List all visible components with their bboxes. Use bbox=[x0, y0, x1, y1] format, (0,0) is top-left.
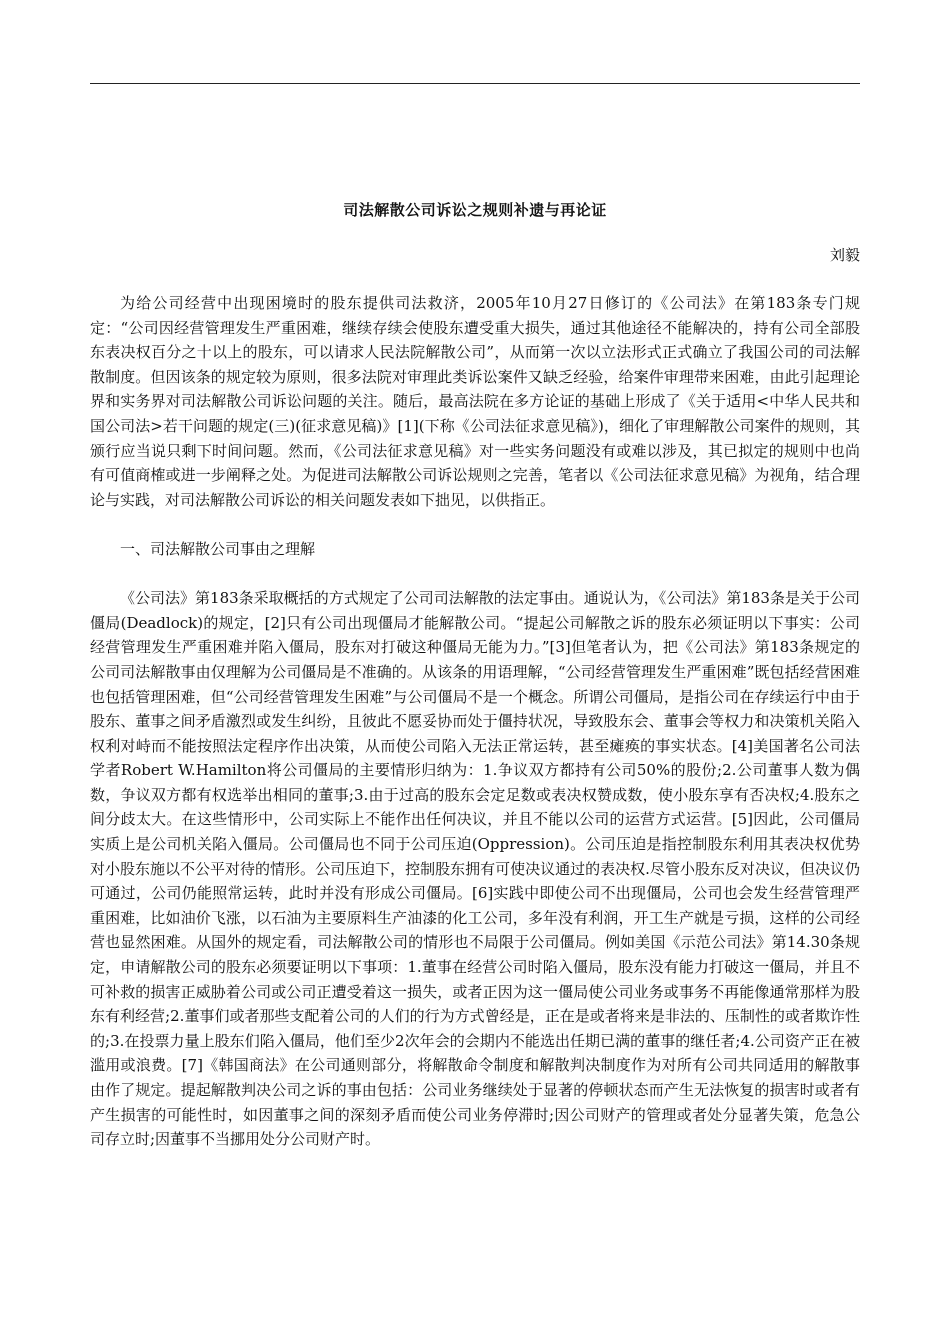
header-rule bbox=[90, 83, 860, 84]
intro-paragraph: 为给公司经营中出现困境时的股东提供司法救济，2005年10月27日修订的《公司法》在第183条专门规定：“公司因经营管理发生严重困难，继续存续会使股东遭受重大损失，通过其他途径不能解决的，持有公司全部股东表决权百分之十以上的股东，可以请求人民法院解散公司”，从而第一次以立法形式正式确立了我国公司的司法解散制度。但因该条的规定较为原则，很多法院对审理此类诉讼案件又缺乏经验，给案件审理带来困难，由此引起理论界和实务界对司法解散公司诉讼问题的关注。随后，最高法院在多方论证的基础上形成了《关于适用<中华人民共和国公司法>若干问题的规定(三)(征求意见稿)》[1](下称《公司法征求意见稿》)，细化了审理解散公司案件的规则，其颁行应当说只剩下时间问题。然而，《公司法征求意见稿》对一些实务问题没有或难以涉及，其已拟定的规则中也尚有可值商榷或进一步阐释之处。为促进司法解散公司诉讼规则之完善，笔者以《公司法征求意见稿》为视角，结合理论与实践，对司法解散公司诉讼的相关问题发表如下拙见，以供指正。 bbox=[90, 294, 860, 509]
section-paragraph: 《公司法》第183条采取概括的方式规定了公司司法解散的法定事由。通说认为，《公司法》第183条是关于公司僵局(Deadlock)的规定，[2]只有公司出现僵局才能解散公司。“提起公司解散之诉的股东必须证明以下事实：公司经营管理发生严重困难并陷入僵局，股东对打破这种僵局无能为力。”[3]但笔者认为，把《公司法》第183条规定的公司司法解散事由仅理解为公司僵局是不准确的。从该条的用语理解，“公司经营管理发生严重困难”既包括经营困难也包括管理困难，但“公司经营管理发生困难”与公司僵局不是一个概念。所谓公司僵局，是指公司在存续运行中由于股东、董事之间矛盾激烈或发生纠纷，且彼此不愿妥协而处于僵持状况，导致股东会、董事会等权力和决策机关陷入权利对峙而不能按照法定程序作出决策，从而使公司陷入无法正常运转，甚至瘫痪的事实状态。[4]美国著名公司法学者Robert W.Hamilton将公司僵局的主要情形归纳为：1.争议双方都持有公司50%的股份;2.公司董事人数为偶数，争议双方都有权选举出相同的董事;3.由于过高的股东会定足数或表决权赞成数，使小股东享有否决权;4.股东之间分歧太大。在这些情形中，公司实际上不能作出任何决议，并且不能以公司的运营方式运营。[5]因此，公司僵局实质上是公司机关陷入僵局。公司僵局也不同于公司压迫(Oppression)。公司压迫是指控制股东利用其表决权优势对小股东施以不公平对待的情形。公司压迫下，控制股东拥有可使决议通过的表决权.尽管小股东反对决议，但决议仍可通过，公司仍能照常运转，此时并没有形成公司僵局。[6]实践中即使公司不出现僵局，公司也会发生经营管理严重困难，比如油价飞涨，以石油为主要原料生产油漆的化工公司，多年没有利润，开工生产就是亏损，这样的公司经营也显然困难。从国外的规定看，司法解散公司的情形也不局限于公司僵局。例如美国《示范公司法》第14.30条规定，申请解散公司的股东必须要证明以下事项：1.董事在经营公司时陷入僵局，股东没有能力打破这一僵局，并且不可补救的损害正威胁着公司或公司正遭受着这一损失，或者正因为这一僵局使公司业务或事务不再能像通常那样为股东有利经营;2.董事们或者那些支配着公司的人们的行为方式曾经是，正在是或者将来是非法的、压制性的或者欺诈性的;3.在投票力量上股东们陷入僵局，他们至少2次年会的会期内不能选出任期已满的董事的继任者;4.公司资产正在被滥用或浪费。[7]《韩国商法》在公司通则部分，将解散命令制度和解散判决制度作为对所有公司共同适用的解散事由作了规定。提起解散判决公司之诉的事由包括：公司业务继续处于显著的停顿状态而产生无法恢复的损害时或者有产生损害的可能性时，如因董事之间的深刻矛盾而使公司业务停滞时;因公司财产的管理或者处分显著失策，危急公司存立时;因董事不当挪用处分公司财产时。 bbox=[90, 589, 861, 1149]
document-author: 刘毅 bbox=[829, 246, 860, 264]
section-heading: 一、司法解散公司事由之理解 bbox=[120, 539, 316, 558]
document-body bbox=[90, 291, 860, 1152]
document-title: 司法解散公司诉讼之规则补遗与再论证 bbox=[343, 201, 607, 219]
